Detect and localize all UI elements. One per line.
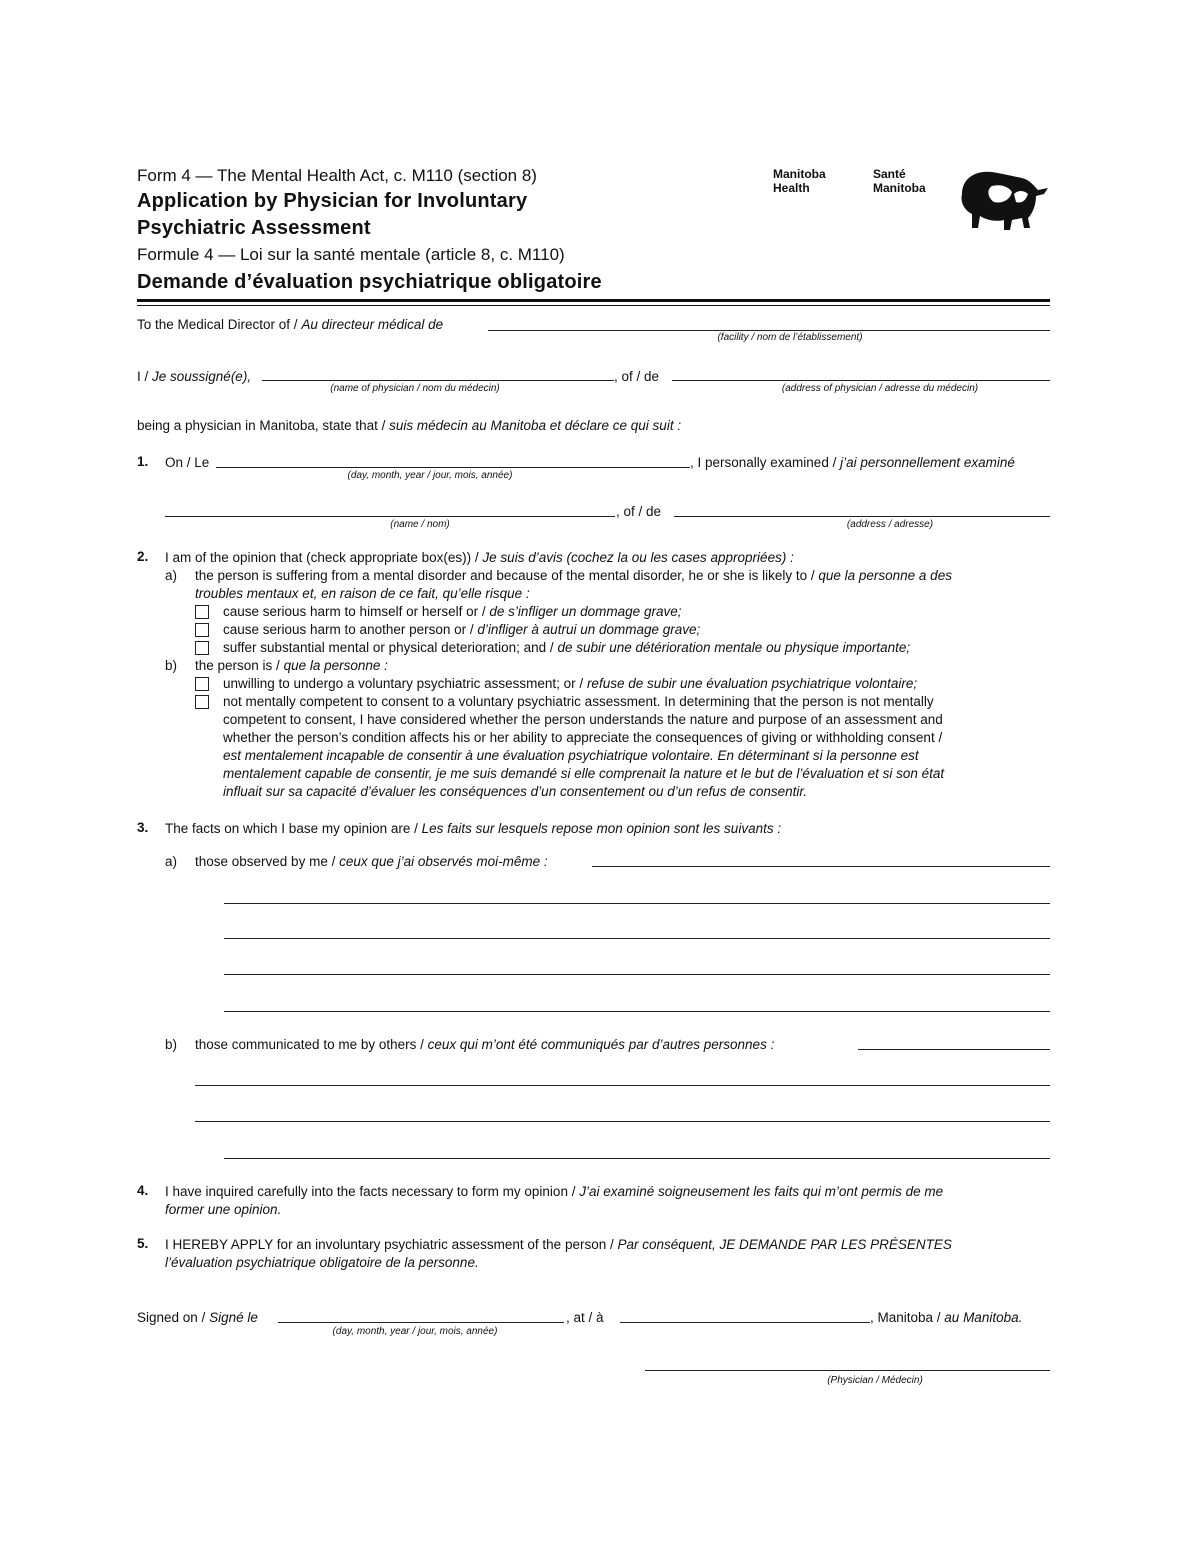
- being-fr: suis médecin au Manitoba et déclare ce qui suit :: [389, 418, 682, 433]
- examined-en: , I personally examined /: [690, 455, 841, 470]
- item2a-label: a): [165, 568, 178, 583]
- option-unwilling: [223, 675, 917, 693]
- observed-facts-line2[interactable]: [224, 903, 1050, 904]
- being-physician-statement: [137, 417, 681, 435]
- being-en: being a physician in Manitoba, state that /: [137, 418, 390, 433]
- item3b-en: those communicated to me by others /: [195, 1037, 428, 1052]
- item1-examined: [690, 454, 1015, 472]
- item5-fr-1: Par conséquent, JE DEMANDE PAR LES PRÉSENTES: [617, 1237, 952, 1252]
- patient-name-field[interactable]: [165, 516, 615, 517]
- item2a-en: the person is suffering from a mental disorder and because of the mental disorder, he or she is likely to /: [195, 568, 819, 583]
- item5-en: I HEREBY APPLY for an involuntary psychiatric assessment of the person /: [165, 1237, 618, 1252]
- item4-text-line2: [165, 1201, 281, 1219]
- opt5-line3: whether the person’s condition affects his or her ability to appreciate the consequences of giving or withholding consent /: [223, 730, 943, 745]
- item3b-fr: ceux qui m’ont été communiqués par d’autres personnes :: [427, 1037, 775, 1052]
- logo-fr-line2: Manitoba: [873, 181, 926, 195]
- item3b-label: b): [165, 1037, 178, 1052]
- signed-fr: Signé le: [209, 1310, 258, 1325]
- physician-address-caption: (address of physician / adresse du médecin): [781, 383, 979, 394]
- item4-fr-2: former une opinion.: [165, 1202, 282, 1217]
- manitoba-en: , Manitoba /: [870, 1310, 945, 1325]
- item3-intro-en: The facts on which I base my opinion are /: [165, 821, 422, 836]
- item3a-fr: ceux que j’ai observés moi-même :: [339, 854, 548, 869]
- item2-intro: [165, 549, 794, 567]
- opt2-fr: d’infliger à autrui un dommage grave;: [477, 622, 701, 637]
- opt2-en: cause serious harm to another person or /: [223, 622, 478, 637]
- item2a-text: [195, 567, 952, 585]
- item2-number: 2.: [137, 549, 149, 564]
- item2a-fr-1: que la personne a des: [818, 568, 952, 583]
- i-fr: Je soussigné(e),: [152, 369, 252, 384]
- patient-name-caption: (name / nom): [390, 519, 450, 530]
- at-a-label: , at / à: [566, 1310, 604, 1325]
- item5-text: [165, 1236, 952, 1254]
- opt4-en: unwilling to undergo a voluntary psychiatric assessment; or /: [223, 676, 587, 691]
- manitoba-fr: au Manitoba.: [944, 1310, 1023, 1325]
- examined-fr: j’ai personnellement examiné: [840, 455, 1015, 470]
- item3a-text: [195, 853, 548, 871]
- observed-facts-line3[interactable]: [224, 938, 1050, 939]
- facility-field[interactable]: [488, 330, 1050, 331]
- item5-number: 5.: [137, 1236, 149, 1251]
- communicated-facts-line4[interactable]: [224, 1158, 1050, 1159]
- header-rule-thick: [137, 299, 1050, 302]
- item4-fr-1: J’ai examiné soigneusement les faits qui m’ont permis de me: [579, 1184, 944, 1199]
- title-en-line2: Psychiatric Assessment: [137, 217, 371, 239]
- opt5-line5: mentalement capable de consentir, je me suis demandé si elle comprenait la nature et le but de l’évaluation et si son état: [223, 766, 945, 781]
- signed-place-field[interactable]: [620, 1322, 870, 1323]
- observed-facts-line1[interactable]: [592, 866, 1050, 867]
- facility-caption: (facility / nom de l’établissement): [717, 332, 863, 343]
- examination-date-caption: (day, month, year / jour, mois, année): [347, 470, 513, 481]
- option-harm-others: [223, 621, 700, 639]
- item3-number: 3.: [137, 820, 149, 835]
- patient-address-field[interactable]: [674, 516, 1050, 517]
- manitoba-label: [870, 1309, 1022, 1327]
- opt1-fr: de s’infliger un dommage grave;: [489, 604, 682, 619]
- i-en: I /: [137, 369, 153, 384]
- to-medical-director-label: [137, 316, 443, 334]
- communicated-facts-line3[interactable]: [195, 1121, 1050, 1122]
- title-en-line1: Application by Physician for Involuntary: [137, 190, 528, 212]
- physician-signature-field[interactable]: [645, 1370, 1050, 1371]
- to-md-fr: Au directeur médical de: [301, 317, 444, 332]
- item4-text: [165, 1183, 943, 1201]
- opt5-line1: not mentally competent to consent to a voluntary psychiatric assessment. In determining that the person is not mentally: [223, 694, 934, 709]
- observed-facts-line4[interactable]: [224, 974, 1050, 975]
- examination-date-field[interactable]: [216, 467, 690, 468]
- logo-en-line2: Health: [773, 181, 810, 195]
- observed-facts-line5[interactable]: [224, 1011, 1050, 1012]
- item3a-en: those observed by me /: [195, 854, 340, 869]
- physician-name-caption: (name of physician / nom du médecin): [330, 383, 500, 394]
- item2b-fr: que la personne :: [283, 658, 388, 673]
- item2b-label: b): [165, 658, 178, 673]
- opt5-line6: influait sur sa capacité d’évaluer les conséquences d’un consentement ou d’un refus de consentir.: [223, 784, 808, 799]
- item2b-en: the person is /: [195, 658, 284, 673]
- item4-en: I have inquired carefully into the facts necessary to form my opinion /: [165, 1184, 580, 1199]
- option-deterioration: [223, 639, 910, 657]
- item5-fr-2: l’évaluation psychiatrique obligatoire de la personne.: [165, 1255, 479, 1270]
- to-md-en: To the Medical Director of /: [137, 317, 302, 332]
- item2-intro-en: I am of the opinion that (check appropriate box(es)) /: [165, 550, 483, 565]
- item1-of-de: , of / de: [616, 504, 662, 519]
- i-label: [137, 368, 251, 386]
- logo-en-line1: Manitoba: [773, 167, 826, 181]
- checkbox-deterioration[interactable]: [195, 641, 209, 655]
- form-number-en: Form 4 — The Mental Health Act, c. M110 (section 8): [137, 166, 537, 185]
- item2a-fr-2: troubles mentaux et, en raison de ce fait, qu’elle risque :: [195, 586, 530, 601]
- opt3-fr: de subir une détérioration mentale ou physique importante;: [557, 640, 911, 655]
- option-harm-self: [223, 603, 681, 621]
- item3-intro-fr: Les faits sur lesquels repose mon opinion sont les suivants :: [421, 821, 782, 836]
- title-fr: Demande d’évaluation psychiatrique obligatoire: [137, 271, 602, 293]
- option-not-competent: [223, 693, 1053, 801]
- physician-name-field[interactable]: [262, 380, 614, 381]
- checkbox-harm-others[interactable]: [195, 623, 209, 637]
- bison-logo-icon: [952, 166, 1052, 232]
- item3b-text: [195, 1036, 774, 1054]
- item3-intro: [165, 820, 781, 838]
- logo-fr-line1: Santé: [873, 167, 906, 181]
- communicated-facts-line1[interactable]: [858, 1049, 1050, 1050]
- header-rule-thin: [137, 305, 1050, 306]
- item2b-text: [195, 657, 388, 675]
- logo-text-en: [773, 167, 826, 195]
- item1-number: 1.: [137, 454, 149, 469]
- signed-date-caption: (day, month, year / jour, mois, année): [332, 1326, 498, 1337]
- item2-intro-fr: Je suis d’avis (cochez la ou les cases appropriées) :: [482, 550, 794, 565]
- item3a-label: a): [165, 854, 178, 869]
- checkbox-harm-self[interactable]: [195, 605, 209, 619]
- checkbox-not-competent[interactable]: [195, 695, 209, 709]
- opt4-fr: refuse de subir une évaluation psychiatrique volontaire;: [586, 676, 918, 691]
- item5-text-line2: [165, 1254, 479, 1272]
- opt3-en: suffer substantial mental or physical deterioration; and /: [223, 640, 558, 655]
- item1-on-le: On / Le: [165, 455, 210, 470]
- physician-address-field[interactable]: [672, 380, 1050, 381]
- opt5-line4: est mentalement incapable de consentir à une évaluation psychiatrique volontaire. En déterminant si la personne est: [223, 748, 919, 763]
- communicated-facts-line2[interactable]: [195, 1085, 1050, 1086]
- item2a-text-line2: [195, 585, 530, 603]
- of-de-label-1: , of / de: [614, 369, 660, 384]
- checkbox-unwilling[interactable]: [195, 677, 209, 691]
- signed-en: Signed on /: [137, 1310, 210, 1325]
- signed-on-label: [137, 1309, 258, 1327]
- logo-text-fr: [873, 167, 926, 195]
- opt1-en: cause serious harm to himself or herself or /: [223, 604, 490, 619]
- signed-date-field[interactable]: [278, 1322, 564, 1323]
- patient-address-caption: (address / adresse): [846, 519, 934, 530]
- item4-number: 4.: [137, 1183, 149, 1198]
- opt5-line2: competent to consent, I have considered whether the person understands the nature and purpose of an assessment and: [223, 712, 943, 727]
- physician-signature-caption: (Physician / Médecin): [827, 1375, 923, 1386]
- form-number-fr: Formule 4 — Loi sur la santé mentale (article 8, c. M110): [137, 245, 565, 264]
